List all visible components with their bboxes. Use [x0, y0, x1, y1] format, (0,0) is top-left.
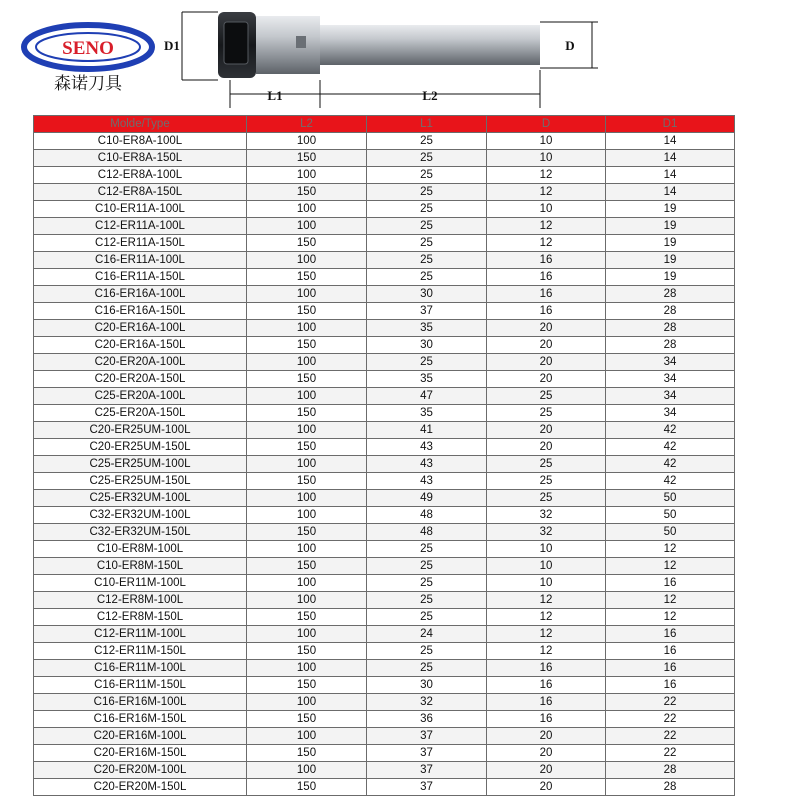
cell-d: 10: [487, 575, 606, 592]
cell-type: C16-ER16A-100L: [34, 286, 247, 303]
table-row: [34, 541, 735, 558]
cell-d: 20: [487, 439, 606, 456]
cell-d1: 19: [606, 252, 735, 269]
cell-l2: 100: [247, 626, 367, 643]
cell-d1: 22: [606, 728, 735, 745]
cell-d1: 34: [606, 405, 735, 422]
cell-l1: 25: [367, 541, 487, 558]
cell-l2: 150: [247, 609, 367, 626]
cell-l1: 49: [367, 490, 487, 507]
logo-chinese-text: 森诺刀具: [54, 74, 122, 94]
cell-d: 25: [487, 456, 606, 473]
cell-d: 25: [487, 473, 606, 490]
cell-d1: 42: [606, 473, 735, 490]
cell-d: 20: [487, 779, 606, 796]
cell-type: C10-ER11A-100L: [34, 201, 247, 218]
cell-d1: 19: [606, 218, 735, 235]
cell-d: 12: [487, 218, 606, 235]
holder-shank: [320, 25, 540, 65]
cell-type: C12-ER8A-100L: [34, 167, 247, 184]
cell-l1: 37: [367, 303, 487, 320]
cell-l2: 150: [247, 269, 367, 286]
table-row: [34, 524, 735, 541]
cell-l1: 25: [367, 184, 487, 201]
cell-d: 12: [487, 643, 606, 660]
cell-l1: 48: [367, 507, 487, 524]
cell-l1: 35: [367, 371, 487, 388]
table-row: [34, 201, 735, 218]
cell-l1: 25: [367, 354, 487, 371]
cell-l1: 36: [367, 711, 487, 728]
table-row: [34, 779, 735, 796]
table-row: [34, 677, 735, 694]
cell-d1: 28: [606, 779, 735, 796]
cell-d: 20: [487, 337, 606, 354]
cell-type: C16-ER16A-150L: [34, 303, 247, 320]
cell-l1: 25: [367, 167, 487, 184]
cell-d1: 28: [606, 286, 735, 303]
cell-l2: 100: [247, 694, 367, 711]
cell-d1: 42: [606, 439, 735, 456]
table-row: [34, 354, 735, 371]
table-row: [34, 371, 735, 388]
d1-label: D1: [164, 38, 180, 53]
cell-type: C12-ER8M-150L: [34, 609, 247, 626]
cell-type: C12-ER8M-100L: [34, 592, 247, 609]
cell-type: C20-ER20M-100L: [34, 762, 247, 779]
cell-d: 12: [487, 626, 606, 643]
cell-l1: 37: [367, 762, 487, 779]
cell-l1: 25: [367, 609, 487, 626]
cell-l2: 150: [247, 405, 367, 422]
cell-l2: 150: [247, 643, 367, 660]
l2-label: L2: [422, 88, 438, 103]
cell-type: C16-ER11M-150L: [34, 677, 247, 694]
table-row: [34, 422, 735, 439]
cell-d1: 12: [606, 541, 735, 558]
cell-d: 20: [487, 728, 606, 745]
cell-type: C20-ER20A-100L: [34, 354, 247, 371]
cell-l1: 35: [367, 405, 487, 422]
cell-l1: 25: [367, 269, 487, 286]
cell-type: C25-ER32UM-100L: [34, 490, 247, 507]
cell-l1: 25: [367, 218, 487, 235]
cell-l1: 25: [367, 558, 487, 575]
cell-l2: 150: [247, 150, 367, 167]
cell-l1: 37: [367, 745, 487, 762]
cell-type: C10-ER8A-150L: [34, 150, 247, 167]
cell-l1: 25: [367, 150, 487, 167]
cell-type: C25-ER25UM-150L: [34, 473, 247, 490]
cell-type: C16-ER11M-100L: [34, 660, 247, 677]
table-row: [34, 490, 735, 507]
cell-l2: 150: [247, 439, 367, 456]
cell-d1: 19: [606, 269, 735, 286]
cell-d: 16: [487, 252, 606, 269]
table-row: [34, 252, 735, 269]
column-header-d1: D1: [606, 116, 735, 133]
cell-type: C12-ER11M-150L: [34, 643, 247, 660]
cell-l1: 41: [367, 422, 487, 439]
cell-l2: 100: [247, 575, 367, 592]
cell-type: C20-ER20A-150L: [34, 371, 247, 388]
cell-d: 12: [487, 609, 606, 626]
cell-type: C20-ER25UM-100L: [34, 422, 247, 439]
cell-d1: 50: [606, 524, 735, 541]
table-row: [34, 388, 735, 405]
cell-type: C32-ER32UM-150L: [34, 524, 247, 541]
cell-l1: 37: [367, 728, 487, 745]
cell-type: C12-ER11M-100L: [34, 626, 247, 643]
d-label: D: [565, 38, 575, 53]
cell-d1: 28: [606, 337, 735, 354]
cell-l2: 100: [247, 422, 367, 439]
cell-l2: 100: [247, 592, 367, 609]
cell-d1: 28: [606, 320, 735, 337]
cell-d: 16: [487, 269, 606, 286]
column-header-l2: L2: [247, 116, 367, 133]
cell-d1: 50: [606, 507, 735, 524]
cell-d1: 34: [606, 354, 735, 371]
cell-d: 10: [487, 201, 606, 218]
table-row: [34, 405, 735, 422]
table-row: [34, 575, 735, 592]
table-row: [34, 269, 735, 286]
cell-l2: 150: [247, 337, 367, 354]
cell-d1: 34: [606, 388, 735, 405]
cell-l2: 150: [247, 473, 367, 490]
cell-l2: 100: [247, 354, 367, 371]
cell-d1: 28: [606, 762, 735, 779]
cell-d: 20: [487, 371, 606, 388]
cell-d: 25: [487, 388, 606, 405]
cell-l1: 25: [367, 201, 487, 218]
cell-l2: 100: [247, 252, 367, 269]
cell-type: C20-ER25UM-150L: [34, 439, 247, 456]
cell-l1: 35: [367, 320, 487, 337]
cell-type: C10-ER11M-100L: [34, 575, 247, 592]
cell-d: 20: [487, 762, 606, 779]
cell-d: 16: [487, 303, 606, 320]
table-row: [34, 303, 735, 320]
table-row: [34, 728, 735, 745]
cell-d1: 16: [606, 643, 735, 660]
column-header-type: Molde/Type: [34, 116, 247, 133]
cell-d1: 16: [606, 660, 735, 677]
table-row: [34, 235, 735, 252]
cell-type: C32-ER32UM-100L: [34, 507, 247, 524]
table-row: [34, 507, 735, 524]
cell-d1: 28: [606, 303, 735, 320]
cell-l2: 100: [247, 167, 367, 184]
table-row: [34, 218, 735, 235]
cell-type: C25-ER20A-100L: [34, 388, 247, 405]
cell-d1: 14: [606, 184, 735, 201]
cell-d1: 19: [606, 201, 735, 218]
logo-brand-text: SENO: [62, 38, 114, 59]
cell-l1: 32: [367, 694, 487, 711]
table-row: [34, 184, 735, 201]
cell-l2: 100: [247, 388, 367, 405]
table-row: [34, 473, 735, 490]
header: [0, 0, 800, 114]
cell-l1: 48: [367, 524, 487, 541]
cell-d: 10: [487, 133, 606, 150]
table-row: [34, 337, 735, 354]
cell-l2: 100: [247, 320, 367, 337]
cell-d1: 22: [606, 694, 735, 711]
cell-type: C20-ER16A-150L: [34, 337, 247, 354]
cell-d1: 34: [606, 371, 735, 388]
cell-type: C25-ER25UM-100L: [34, 456, 247, 473]
cell-d1: 12: [606, 558, 735, 575]
table-row: [34, 286, 735, 303]
column-header-l1: L1: [367, 116, 487, 133]
cell-l1: 25: [367, 575, 487, 592]
spec-table-body: [34, 133, 735, 796]
table-row: [34, 439, 735, 456]
cell-d: 25: [487, 405, 606, 422]
cell-type: C10-ER8M-100L: [34, 541, 247, 558]
cell-l2: 100: [247, 728, 367, 745]
cell-l2: 100: [247, 286, 367, 303]
cell-l1: 25: [367, 235, 487, 252]
table-row: [34, 456, 735, 473]
cell-type: C20-ER16M-150L: [34, 745, 247, 762]
cell-d1: 14: [606, 150, 735, 167]
cell-l2: 150: [247, 184, 367, 201]
cell-d1: 22: [606, 711, 735, 728]
cell-d: 20: [487, 320, 606, 337]
cell-type: C16-ER16M-100L: [34, 694, 247, 711]
cell-l1: 43: [367, 473, 487, 490]
cell-type: C20-ER16M-100L: [34, 728, 247, 745]
table-row: [34, 133, 735, 150]
cell-l2: 100: [247, 541, 367, 558]
cell-d1: 50: [606, 490, 735, 507]
cell-l2: 150: [247, 303, 367, 320]
cell-l2: 150: [247, 235, 367, 252]
table-row: [34, 643, 735, 660]
cell-d: 12: [487, 592, 606, 609]
cell-d: 10: [487, 541, 606, 558]
cell-d: 20: [487, 745, 606, 762]
cell-l2: 100: [247, 507, 367, 524]
cell-l2: 100: [247, 490, 367, 507]
cell-l1: 30: [367, 337, 487, 354]
table-row: [34, 320, 735, 337]
cell-l2: 150: [247, 524, 367, 541]
cell-type: C12-ER8A-150L: [34, 184, 247, 201]
table-row: [34, 626, 735, 643]
cell-l2: 100: [247, 133, 367, 150]
table-row: [34, 711, 735, 728]
cell-d: 20: [487, 422, 606, 439]
cell-l1: 25: [367, 660, 487, 677]
cell-l2: 100: [247, 218, 367, 235]
cell-d: 16: [487, 677, 606, 694]
cell-l1: 30: [367, 286, 487, 303]
cell-d1: 16: [606, 626, 735, 643]
cell-d: 32: [487, 507, 606, 524]
table-row: [34, 660, 735, 677]
tool-diagram: [160, 0, 600, 114]
table-row: [34, 694, 735, 711]
cell-d1: 14: [606, 167, 735, 184]
cell-l2: 100: [247, 201, 367, 218]
column-header-d: D: [487, 116, 606, 133]
table-row: [34, 609, 735, 626]
cell-l1: 43: [367, 439, 487, 456]
cell-d: 12: [487, 167, 606, 184]
cell-l2: 150: [247, 558, 367, 575]
table-row: [34, 150, 735, 167]
cell-d1: 14: [606, 133, 735, 150]
l1-label: L1: [267, 88, 283, 103]
cell-d: 16: [487, 694, 606, 711]
cell-l1: 30: [367, 677, 487, 694]
cell-type: C25-ER20A-150L: [34, 405, 247, 422]
cell-d: 20: [487, 354, 606, 371]
cell-type: C16-ER11A-150L: [34, 269, 247, 286]
cell-l2: 150: [247, 371, 367, 388]
cell-l2: 150: [247, 711, 367, 728]
cell-l2: 100: [247, 762, 367, 779]
cell-l1: 43: [367, 456, 487, 473]
cell-d: 16: [487, 711, 606, 728]
cell-d1: 42: [606, 422, 735, 439]
table-row: [34, 167, 735, 184]
seno-logo: [10, 5, 180, 105]
holder-body: [256, 16, 320, 74]
cell-d: 10: [487, 558, 606, 575]
cell-d1: 16: [606, 677, 735, 694]
cell-d: 16: [487, 286, 606, 303]
cell-d1: 19: [606, 235, 735, 252]
cell-l2: 100: [247, 660, 367, 677]
cell-d: 12: [487, 235, 606, 252]
cell-type: C10-ER8M-150L: [34, 558, 247, 575]
cell-l1: 47: [367, 388, 487, 405]
cell-type: C12-ER11A-100L: [34, 218, 247, 235]
table-row: [34, 745, 735, 762]
cell-l2: 150: [247, 745, 367, 762]
cell-type: C16-ER11A-100L: [34, 252, 247, 269]
table-row: [34, 762, 735, 779]
cell-l1: 25: [367, 252, 487, 269]
cell-d: 32: [487, 524, 606, 541]
cell-type: C20-ER16A-100L: [34, 320, 247, 337]
cell-type: C20-ER20M-150L: [34, 779, 247, 796]
spec-table: [33, 115, 735, 796]
cell-d1: 12: [606, 592, 735, 609]
cell-d: 10: [487, 150, 606, 167]
cell-l1: 25: [367, 133, 487, 150]
cell-l2: 150: [247, 677, 367, 694]
cell-type: C10-ER8A-100L: [34, 133, 247, 150]
cell-d1: 16: [606, 575, 735, 592]
cell-type: C12-ER11A-150L: [34, 235, 247, 252]
cell-d1: 12: [606, 609, 735, 626]
cell-d: 16: [487, 660, 606, 677]
cell-l1: 37: [367, 779, 487, 796]
cell-l1: 24: [367, 626, 487, 643]
cell-l1: 25: [367, 592, 487, 609]
cell-d1: 22: [606, 745, 735, 762]
cell-l2: 100: [247, 456, 367, 473]
cell-l1: 25: [367, 643, 487, 660]
table-row: [34, 558, 735, 575]
table-row: [34, 592, 735, 609]
spec-table-header: [34, 116, 735, 133]
cell-type: C16-ER16M-150L: [34, 711, 247, 728]
cell-d: 25: [487, 490, 606, 507]
cell-l2: 150: [247, 779, 367, 796]
header-row: [34, 116, 735, 133]
cell-d1: 42: [606, 456, 735, 473]
cell-d: 12: [487, 184, 606, 201]
